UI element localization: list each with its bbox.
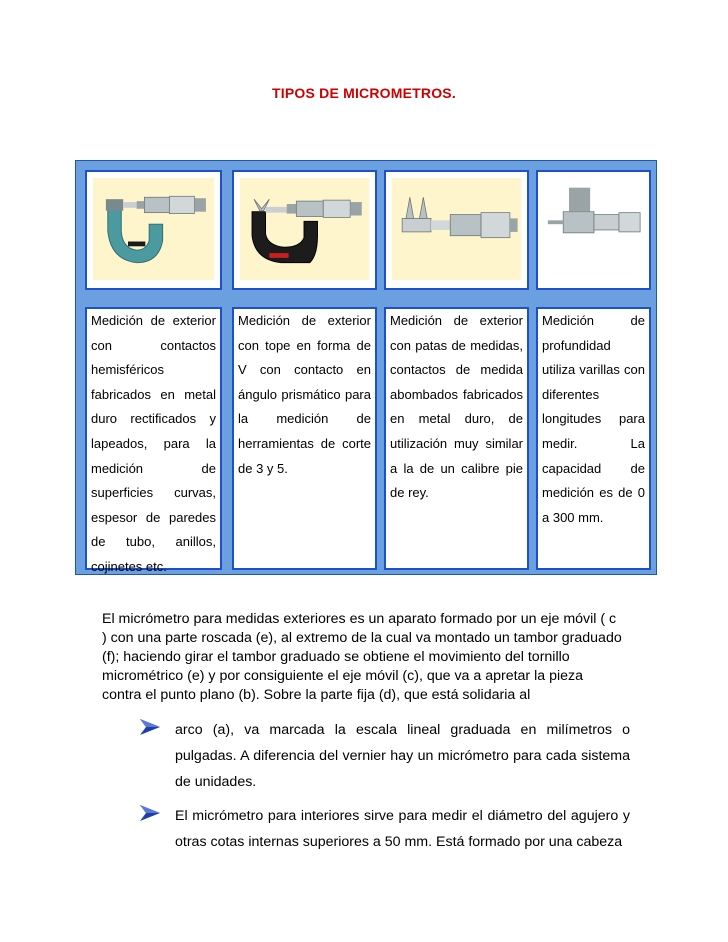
paragraph-line: El micrómetro para medidas exteriores es un aparato formado por un eje móvil ( c [102,611,617,627]
arrow-bullet-icon [140,719,160,735]
caliper-jaw-micrometer-image [392,178,521,280]
micrometer-description-cell-4 [536,307,651,570]
body-paragraph [102,610,632,705]
outside-micrometer-image [93,178,214,280]
micrometer-image-cell-1 [85,170,222,290]
bullet-text: arco (a), va marcada la escala lineal graduada en milímetros o pulgadas. A diferencia del vernier hay un micrómetro para cada sistema de unidades. [175,722,630,790]
micrometer-image-cell-2 [232,170,377,290]
micrometer-description: Medición de profundidad utiliza varillas con diferentes longitudes para medir. La capacidad de medición es de 0 a 300 mm. [542,313,645,525]
page-title: TIPOS DE MICROMETROS. [272,85,456,101]
paragraph-line: micrométrico (e) y por consiguiente el eje móvil (c), que va a apretar la pieza [102,668,584,684]
micrometer-description-cell-1 [85,307,222,574]
paragraph-line: ) con una parte roscada (e), al extremo de la cual va montado un tambor graduado [102,630,622,646]
micrometer-description-cell-2 [232,307,377,570]
micrometer-description: Medición de exterior con patas de medidas, contactos de medida abombados fabricados en metal duro, de utilización muy similar a la de un calibre pie de rey. [390,313,523,501]
micrometer-description: Medición de exterior con contactos hemisféricos fabricados en metal duro rectificados y lapeados, para la medición de superficies curvas, espesor de paredes de tubo, anillos, cojinetes etc. [91,313,216,574]
micrometer-image-cell-3 [384,170,529,290]
micrometer-description-cell-3 [384,307,529,570]
micrometer-types-table [75,160,657,575]
depth-micrometer-image [544,178,643,280]
paragraph-line: contra el punto plano (b). Sobre la parte fija (d), que está solidaria al [102,687,531,703]
micrometer-description: Medición de exterior con tope en forma de V con contacto en ángulo prismático para la medición de herramientas de corte de 3 y 5. [238,313,371,476]
blade-anvil-micrometer-image [240,178,369,280]
paragraph-line: (f); haciendo girar el tambor graduado se obtiene el movimiento del tornillo [102,649,570,665]
arrow-bullet-icon [140,805,160,821]
micrometer-image-cell-4 [536,170,651,290]
bullet-text: El micrómetro para interiores sirve para medir el diámetro del agujero y otras cotas internas superiores a 50 mm. Está formado por una cabeza [175,808,630,850]
